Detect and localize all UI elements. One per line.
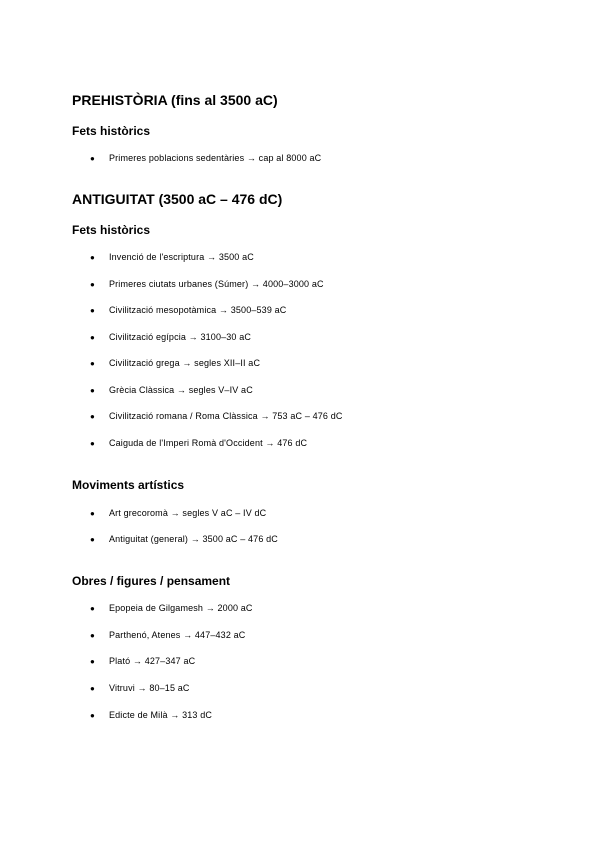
bullet-icon: ● [90,359,95,368]
list-item: ● Vitruvi → 80–15 aC [90,683,190,693]
list-item: ● Primeres poblacions sedentàries → cap al 8000 aC [90,153,322,163]
group-heading-fets-historics: Fets històrics [72,124,151,138]
list-item: ● Civilització mesopotàmica → 3500–539 aC [90,305,287,315]
list-item: ● Grècia Clàssica → segles V–IV aC [90,385,253,395]
bullet-icon: ● [90,439,95,448]
bullet-icon: ● [90,509,95,518]
bullet-icon: ● [90,306,95,315]
list-item: ● Civilització grega → segles XII–II aC [90,358,261,368]
list-item: ● Parthenó, Atenes → 447–432 aC [90,630,246,640]
bullet-icon: ● [90,535,95,544]
bullet-icon: ● [90,631,95,640]
list-item: ● Epopeia de Gilgamesh → 2000 aC [90,603,253,613]
bullet-icon: ● [90,604,95,613]
list-item: ● Art grecoromà → segles V aC – IV dC [90,508,267,518]
group-heading-obres-figures-pensament: Obres / figures / pensament [72,574,231,588]
bullet-icon: ● [90,154,95,163]
section-title-prehistoria: PREHISTÒRIA (fins al 3500 aC) [72,92,278,108]
list-item: ● Civilització romana / Roma Clàssica → 753 aC – 476 dC [90,411,343,421]
list-item: ● Antiguitat (general) → 3500 aC – 476 dC [90,534,278,544]
section-title-antiguitat: ANTIGUITAT (3500 aC – 476 dC) [72,191,283,207]
list-item: ● Primeres ciutats urbanes (Súmer) → 4000–3000 aC [90,279,324,289]
list-item: ● Invenció de l'escriptura → 3500 aC [90,252,254,262]
bullet-icon: ● [90,280,95,289]
list-item: ● Caiguda de l'Imperi Romà d'Occident → 476 dC [90,438,308,448]
group-heading-moviments-artistics: Moviments artístics [72,478,185,492]
bullet-icon: ● [90,684,95,693]
list-item: ● Edicte de Milà → 313 dC [90,710,212,720]
bullet-icon: ● [90,333,95,342]
bullet-icon: ● [90,657,95,666]
bullet-icon: ● [90,253,95,262]
group-heading-fets-historics: Fets històrics [72,223,151,237]
bullet-icon: ● [90,386,95,395]
bullet-icon: ● [90,711,95,720]
bullet-icon: ● [90,412,95,421]
list-item: ● Plató → 427–347 aC [90,656,196,666]
list-item: ● Civilització egípcia → 3100–30 aC [90,332,252,342]
